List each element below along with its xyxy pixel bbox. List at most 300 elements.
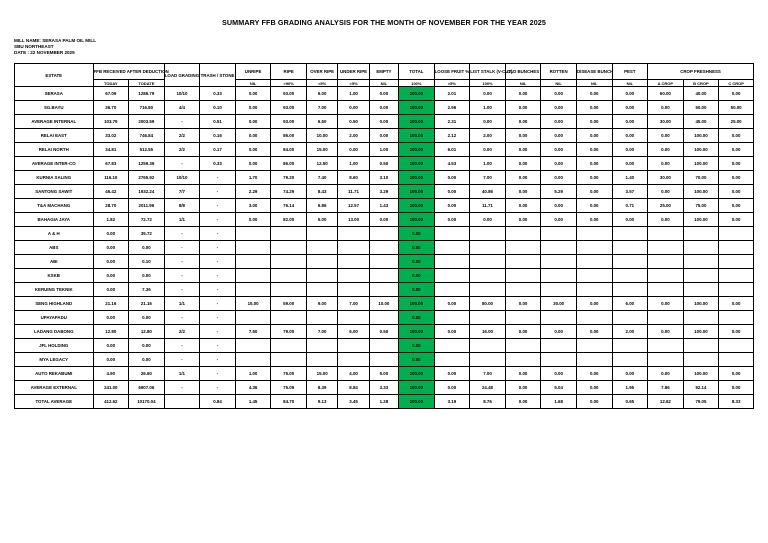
load-grading-cell: 1/1 [164, 367, 200, 381]
old-bunches-cell [505, 339, 541, 353]
unripe-cell: 1.45 [235, 395, 271, 409]
over-ripe-cell: 6.00 [306, 87, 337, 101]
under-ripe-cell: 0.50 [338, 115, 369, 129]
grading-table [14, 63, 754, 409]
old-bunches-cell [505, 241, 541, 255]
todate-cell: 0.00 [129, 353, 165, 367]
old-bunches-cell: 0.00 [505, 101, 541, 115]
col-pest: PEST [612, 64, 648, 80]
today-cell: 12.80 [93, 325, 129, 339]
loose-fruit-cell: 0.00 [434, 199, 470, 213]
report-title: SUMMARY FFB GRADING ANALYSIS FOR THE MONTH OF NOVEMBER FOR THE YEAR 2025 [221, 18, 546, 27]
rotten-cell: 5.04 [541, 381, 577, 395]
c-crop-cell: 8.33 [719, 395, 754, 409]
col-rotten: ROTTEN [541, 64, 577, 80]
list-stalk-cell: 1.00 [470, 157, 506, 171]
trash-cell: - [200, 367, 236, 381]
total-cell: 100.00 [399, 87, 435, 101]
col-empty: EMPTY [369, 64, 398, 80]
trash-cell: 0.33 [200, 87, 236, 101]
pest-cell [612, 227, 648, 241]
ripe-cell: 84.70 [271, 395, 307, 409]
under-ripe-cell: 0.00 [338, 101, 369, 115]
a-crop-cell: 30.00 [648, 171, 684, 185]
rotten-cell [541, 255, 577, 269]
loose-fruit-cell [434, 241, 470, 255]
col-old-bunches: OLD BUNCHES [505, 64, 541, 80]
disease-cell [576, 269, 612, 283]
disease-cell [576, 353, 612, 367]
a-crop-cell: 0.00 [648, 157, 684, 171]
empty-cell [369, 283, 398, 297]
list-stalk-cell [470, 241, 506, 255]
over-ripe-cell: 8.43 [306, 185, 337, 199]
std-pest: NIL [612, 80, 648, 87]
total-cell: 100.00 [399, 129, 435, 143]
report-date: DATE : 22 NOVEMBER 2025 [14, 50, 75, 56]
trash-cell: - [200, 297, 236, 311]
trash-cell: 0.84 [200, 395, 236, 409]
loose-fruit-cell: 0.00 [434, 367, 470, 381]
std-loose-fruit: >5% [434, 80, 470, 87]
col-load-grading: LOAD GRADING [164, 64, 200, 87]
unripe-cell [235, 255, 271, 269]
rotten-cell: 0.00 [541, 325, 577, 339]
empty-cell: 0.50 [369, 157, 398, 171]
rotten-cell [541, 339, 577, 353]
a-crop-cell: 25.00 [648, 199, 684, 213]
std-unripe: NIL [235, 80, 271, 87]
table-row [15, 269, 754, 283]
loose-fruit-cell: 2.01 [434, 87, 470, 101]
list-stalk-cell: 8.76 [470, 395, 506, 409]
table-row [15, 157, 754, 171]
col-over-ripe: OVER RIPE [306, 64, 337, 80]
under-ripe-cell: 2.00 [338, 129, 369, 143]
under-ripe-cell: 1.00 [338, 87, 369, 101]
b-crop-cell: 100.00 [683, 297, 719, 311]
old-bunches-cell: 0.00 [505, 213, 541, 227]
loose-fruit-cell: 0.00 [434, 297, 470, 311]
empty-cell [369, 269, 398, 283]
ripe-cell: 75.09 [271, 381, 307, 395]
c-crop-cell: 0.00 [719, 213, 754, 227]
empty-cell [369, 255, 398, 269]
todate-cell: 2003.59 [129, 115, 165, 129]
today-cell: 0.00 [93, 255, 129, 269]
b-crop-cell [683, 283, 719, 297]
std-disease-bunch: NIL [576, 80, 612, 87]
todate-cell: 0.00 [129, 269, 165, 283]
pest-cell [612, 353, 648, 367]
under-ripe-cell: 4.00 [338, 367, 369, 381]
todate-cell: 21.16 [129, 297, 165, 311]
disease-cell: 0.00 [576, 367, 612, 381]
b-crop-cell: 100.00 [683, 185, 719, 199]
disease-cell: 0.00 [576, 171, 612, 185]
unripe-cell [235, 241, 271, 255]
over-ripe-cell [306, 311, 337, 325]
disease-cell: 0.00 [576, 395, 612, 409]
trash-cell: - [200, 283, 236, 297]
estate-cell: AVERAGE INTER-CO [15, 157, 94, 171]
old-bunches-cell [505, 269, 541, 283]
ripe-cell [271, 241, 307, 255]
rotten-cell: 0.00 [541, 367, 577, 381]
disease-cell: 0.00 [576, 129, 612, 143]
ripe-cell: 86.00 [271, 129, 307, 143]
ripe-cell: 84.00 [271, 143, 307, 157]
unripe-cell: 3.00 [235, 199, 271, 213]
load-grading-cell: - [164, 311, 200, 325]
c-crop-cell: 0.00 [719, 157, 754, 171]
ripe-cell: 76.14 [271, 199, 307, 213]
today-cell: 0.00 [93, 227, 129, 241]
over-ripe-cell: 7.00 [306, 101, 337, 115]
table-row [15, 101, 754, 115]
pest-cell: 0.00 [612, 157, 648, 171]
list-stalk-cell: 7.00 [470, 367, 506, 381]
pest-cell: 3.57 [612, 185, 648, 199]
total-cell: 0.00 [399, 283, 435, 297]
total-cell: 100.00 [399, 101, 435, 115]
disease-cell: 0.00 [576, 87, 612, 101]
rotten-cell [541, 283, 577, 297]
col-b-crop: B CROP [683, 80, 719, 87]
a-crop-cell: 0.00 [648, 185, 684, 199]
estate-cell: ABS [15, 241, 94, 255]
ripe-cell [271, 339, 307, 353]
old-bunches-cell: 0.00 [505, 199, 541, 213]
estate-cell: SERASA [15, 87, 94, 101]
load-grading-cell: - [164, 115, 200, 129]
rotten-cell: 0.00 [541, 101, 577, 115]
disease-cell: 0.00 [576, 297, 612, 311]
list-stalk-cell: 0.00 [470, 87, 506, 101]
unripe-cell: 0.00 [235, 129, 271, 143]
load-grading-cell: - [164, 381, 200, 395]
under-ripe-cell [338, 241, 369, 255]
ripe-cell: 59.00 [271, 297, 307, 311]
over-ripe-cell: 9.13 [306, 395, 337, 409]
a-crop-cell: 0.00 [648, 129, 684, 143]
total-cell: 100.00 [399, 367, 435, 381]
load-grading-cell: 2/2 [164, 325, 200, 339]
b-crop-cell: 100.00 [683, 157, 719, 171]
rotten-cell: 0.00 [541, 87, 577, 101]
std-empty: NIL [369, 80, 398, 87]
disease-cell [576, 227, 612, 241]
table-row [15, 171, 754, 185]
estate-cell: KERUING TEKNIK [15, 283, 94, 297]
disease-cell: 0.00 [576, 325, 612, 339]
mill-name: MILL NAME: SERASA PALM OIL MILL [14, 38, 97, 43]
rotten-cell: 0.00 [541, 213, 577, 227]
c-crop-cell: 0.00 [719, 171, 754, 185]
old-bunches-cell [505, 283, 541, 297]
c-crop-cell [719, 269, 754, 283]
b-crop-cell: 100.00 [683, 143, 719, 157]
a-crop-cell: 12.62 [648, 395, 684, 409]
todate-cell: 6907.06 [129, 381, 165, 395]
b-crop-cell: 45.00 [683, 115, 719, 129]
ripe-cell: 74.29 [271, 185, 307, 199]
std-rotten: NIL [541, 80, 577, 87]
today-cell: 0.00 [93, 269, 129, 283]
rotten-cell [541, 227, 577, 241]
trash-cell: 0.10 [200, 101, 236, 115]
disease-cell [576, 311, 612, 325]
list-stalk-cell: 2.00 [470, 129, 506, 143]
table-row [15, 185, 754, 199]
over-ripe-cell [306, 255, 337, 269]
table-row [15, 255, 754, 269]
load-grading-cell: 10/10 [164, 87, 200, 101]
disease-cell: 0.00 [576, 143, 612, 157]
unripe-cell: 0.00 [235, 143, 271, 157]
load-grading-cell: 1/1 [164, 297, 200, 311]
over-ripe-cell: 12.50 [306, 157, 337, 171]
a-crop-cell [648, 283, 684, 297]
estate-cell: RELAI EAST [15, 129, 94, 143]
load-grading-cell: - [164, 353, 200, 367]
over-ripe-cell: 6.86 [306, 199, 337, 213]
a-crop-cell: 0.00 [648, 143, 684, 157]
disease-cell [576, 241, 612, 255]
total-cell: 100.00 [399, 115, 435, 129]
a-crop-cell [648, 255, 684, 269]
load-grading-cell: - [164, 227, 200, 241]
c-crop-cell [719, 241, 754, 255]
under-ripe-cell [338, 311, 369, 325]
list-stalk-cell [470, 353, 506, 367]
old-bunches-cell [505, 255, 541, 269]
pest-cell: 2.00 [612, 325, 648, 339]
a-crop-cell: 0.00 [648, 213, 684, 227]
todate-cell: 746.84 [129, 129, 165, 143]
total-cell: 0.00 [399, 339, 435, 353]
total-cell: 100.00 [399, 381, 435, 395]
todate-cell: 0.00 [129, 339, 165, 353]
empty-cell: 0.00 [369, 213, 398, 227]
b-crop-cell: 79.05 [683, 395, 719, 409]
today-cell: 21.16 [93, 297, 129, 311]
col-a-crop: A CROP [648, 80, 684, 87]
trash-cell: - [200, 325, 236, 339]
a-crop-cell [648, 339, 684, 353]
list-stalk-cell [470, 339, 506, 353]
std-list-stalk: 100% [470, 80, 506, 87]
load-grading-cell: - [164, 283, 200, 297]
col-total: TOTAL [399, 64, 435, 80]
under-ripe-cell [338, 227, 369, 241]
unripe-cell: 1.70 [235, 171, 271, 185]
today-cell: 412.62 [93, 395, 129, 409]
list-stalk-cell: 80.00 [470, 297, 506, 311]
todate-cell: 2765.92 [129, 171, 165, 185]
c-crop-cell [719, 311, 754, 325]
table-row [15, 339, 754, 353]
col-estate: ESTATE [15, 64, 94, 87]
rotten-cell: 0.00 [541, 115, 577, 129]
pest-cell: 1.95 [612, 381, 648, 395]
over-ripe-cell: 8.39 [306, 381, 337, 395]
trash-cell: - [200, 381, 236, 395]
total-cell: 100.00 [399, 213, 435, 227]
trash-cell: 0.16 [200, 129, 236, 143]
load-grading-cell: 4/4 [164, 101, 200, 115]
old-bunches-cell [505, 353, 541, 367]
c-crop-cell: 0.00 [719, 381, 754, 395]
estate-cell: A & H [15, 227, 94, 241]
b-crop-cell: 100.00 [683, 129, 719, 143]
empty-cell: 3.29 [369, 185, 398, 199]
today-cell: 33.02 [93, 129, 129, 143]
empty-cell [369, 353, 398, 367]
c-crop-cell: 0.00 [719, 199, 754, 213]
old-bunches-cell: 0.00 [505, 157, 541, 171]
table-row [15, 241, 754, 255]
ripe-cell: 93.00 [271, 115, 307, 129]
over-ripe-cell [306, 241, 337, 255]
estate-cell: SENG HIGHLAND [15, 297, 94, 311]
col-list-stalk: LIST STALK (V-CUT) [470, 64, 506, 80]
today-cell: 0.00 [93, 283, 129, 297]
estate-cell: RELAI NORTH [15, 143, 94, 157]
estate-cell: LADANG DABONG [15, 325, 94, 339]
old-bunches-cell: 0.00 [505, 367, 541, 381]
a-crop-cell [648, 353, 684, 367]
pest-cell: 1.40 [612, 171, 648, 185]
loose-fruit-cell: 3.19 [434, 395, 470, 409]
rotten-cell: 0.00 [541, 129, 577, 143]
pest-cell: 0.00 [612, 213, 648, 227]
a-crop-cell [648, 269, 684, 283]
over-ripe-cell: 7.00 [306, 325, 337, 339]
under-ripe-cell: 7.00 [338, 297, 369, 311]
empty-cell: 0.50 [369, 325, 398, 339]
b-crop-cell [683, 353, 719, 367]
unripe-cell: 7.50 [235, 325, 271, 339]
rotten-cell [541, 353, 577, 367]
todate-cell: 0.10 [129, 255, 165, 269]
pest-cell [612, 255, 648, 269]
load-grading-cell [164, 395, 200, 409]
total-cell: 0.00 [399, 311, 435, 325]
b-crop-cell [683, 311, 719, 325]
loose-fruit-cell: 6.01 [434, 143, 470, 157]
table-row [15, 213, 754, 227]
c-crop-cell [719, 283, 754, 297]
under-ripe-cell: 12.57 [338, 199, 369, 213]
empty-cell: 0.00 [369, 87, 398, 101]
list-stalk-cell [470, 269, 506, 283]
empty-cell: 3.10 [369, 171, 398, 185]
over-ripe-cell: 10.00 [306, 129, 337, 143]
estate-cell: UPAYAPADU [15, 311, 94, 325]
estate-cell: JFL HOLDING [15, 339, 94, 353]
list-stalk-cell [470, 227, 506, 241]
todate-cell: 2011.96 [129, 199, 165, 213]
table-body [15, 87, 754, 409]
c-crop-cell: 0.00 [719, 129, 754, 143]
pest-cell [612, 339, 648, 353]
over-ripe-cell: 6.50 [306, 115, 337, 129]
over-ripe-cell: 15.00 [306, 367, 337, 381]
estate-cell: SG.BAYU [15, 101, 94, 115]
trash-cell: - [200, 269, 236, 283]
todate-cell: 7.36 [129, 283, 165, 297]
todate-cell: 10170.04 [129, 395, 165, 409]
estate-cell: BAHAGIA JAYA [15, 213, 94, 227]
load-grading-cell: - [164, 339, 200, 353]
loose-fruit-cell: 0.00 [434, 185, 470, 199]
trash-cell: 0.17 [200, 143, 236, 157]
col-today: TODAY [93, 80, 129, 87]
under-ripe-cell: 0.00 [338, 143, 369, 157]
loose-fruit-cell: 0.00 [434, 213, 470, 227]
rotten-cell: 0.00 [541, 157, 577, 171]
unripe-cell [235, 339, 271, 353]
under-ripe-cell [338, 353, 369, 367]
list-stalk-cell: 0.00 [470, 213, 506, 227]
rotten-cell: 30.00 [541, 297, 577, 311]
loose-fruit-cell: 0.00 [434, 381, 470, 395]
ripe-cell [271, 269, 307, 283]
old-bunches-cell: 0.00 [505, 143, 541, 157]
ripe-cell: 82.00 [271, 213, 307, 227]
todate-cell: 1286.79 [129, 87, 165, 101]
c-crop-cell [719, 353, 754, 367]
old-bunches-cell: 0.00 [505, 171, 541, 185]
trash-cell: - [200, 241, 236, 255]
loose-fruit-cell: 2.12 [434, 129, 470, 143]
over-ripe-cell [306, 339, 337, 353]
load-grading-cell: - [164, 255, 200, 269]
col-unripe: UNRIPE [235, 64, 271, 80]
ripe-cell [271, 283, 307, 297]
ripe-cell [271, 255, 307, 269]
ripe-cell [271, 227, 307, 241]
total-cell: 0.00 [399, 255, 435, 269]
today-cell: 116.10 [93, 171, 129, 185]
col-loose-fruit: LOOSE FRUIT % [434, 64, 470, 80]
empty-cell: 0.00 [369, 129, 398, 143]
c-crop-cell: 25.00 [719, 115, 754, 129]
rotten-cell: 0.00 [541, 143, 577, 157]
table-row [15, 227, 754, 241]
empty-cell: 0.00 [369, 115, 398, 129]
today-cell: 0.00 [93, 353, 129, 367]
pest-cell [612, 283, 648, 297]
c-crop-cell: 0.00 [719, 87, 754, 101]
table-row [15, 129, 754, 143]
total-cell: 100.00 [399, 199, 435, 213]
a-crop-cell: 0.00 [648, 297, 684, 311]
list-stalk-cell: 40.86 [470, 185, 506, 199]
unripe-cell: 1.00 [235, 367, 271, 381]
list-stalk-cell [470, 283, 506, 297]
a-crop-cell: 0.00 [648, 101, 684, 115]
loose-fruit-cell: 4.53 [434, 157, 470, 171]
a-crop-cell [648, 227, 684, 241]
estate-cell: ABI [15, 255, 94, 269]
trash-cell: - [200, 311, 236, 325]
todate-cell: 0.00 [129, 241, 165, 255]
list-stalk-cell: 7.00 [470, 171, 506, 185]
empty-cell: 1.00 [369, 143, 398, 157]
disease-cell [576, 283, 612, 297]
